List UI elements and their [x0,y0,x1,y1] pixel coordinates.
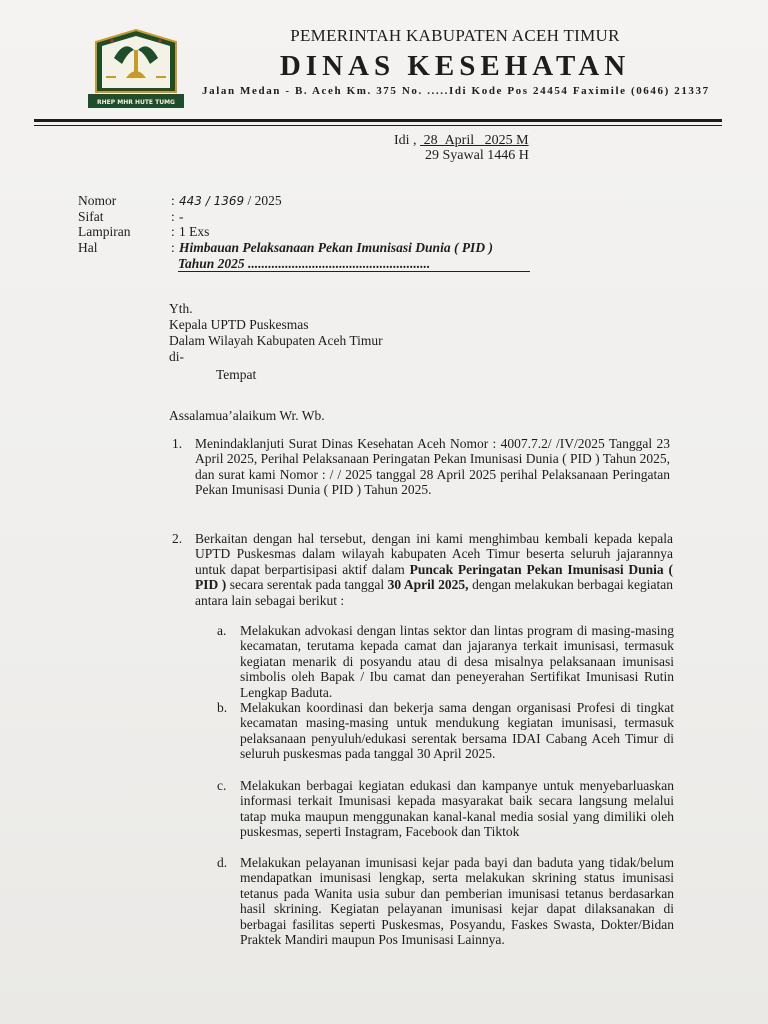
hal-subject-line1: Himbauan Pelaksanaan Pekan Imunisasi Dunia ( PID ) [179,239,493,255]
paragraph-number: 1. [172,436,183,451]
sifat-label: Sifat [78,208,104,224]
letterhead-rule-thin [34,125,722,126]
addressee-region: Dalam Wilayah Kabupaten Aceh Timur [169,333,383,348]
date-place: Idi , [394,133,417,148]
aceh-timur-emblem-logo [84,28,188,112]
meta-colon: : [171,224,175,239]
lampiran-label: Lampiran [78,224,131,239]
addressee-title: Kepala UPTD Puskesmas [169,317,309,332]
logo-ribbon-text: RHEP MHR HUTE TUMG [97,99,175,106]
nomor-label: Nomor [78,193,117,208]
dateline-gregorian [394,133,529,149]
paragraph-number: 2. [172,531,183,546]
hal-label: Hal [78,239,98,255]
paragraph-1-text: Menindaklanjuti Surat Dinas Kesehatan Aceh Nomor : 4007.7.2/ /IV/2025 Tanggal 23 April 2025, Perihal Pelaksanaan Peringatan Pekan Imunisasi Dunia ( PID ) Tahun 2025, dan surat kami Nomor : / / 2025 tanggal 28 April 2025 perihal Pelaksanaan Peringatan Pekan Imunisasi Dunia ( PID ) Tahun 2025. [195,436,670,498]
subitem-letter: c. [217,778,227,793]
department-name: DINAS KESEHATAN [279,50,631,82]
nomor-suffix: / 2025 [247,193,282,208]
subitem-d-text: Melakukan pelayanan imunisasi kejar pada bayi dan baduta yang tidak/belum mendapatkan imunisasi lengkap, serta melakukan skrining status imunisasi tetanus pada Wanita usia subur dan pemberian imunisasi tetanus berdasarkan hasil skrining. Kegiatan pelayanan imunisasi kejar dapat dilaksanakan di berbagai fasilitas seperti Puskesmas, Posyandu, Faskes Swasta, Dokter/Bidan Praktek Mandiri maupun Pos Imunisasi Lainnya. [240,855,674,948]
subitem-a-text: Melakukan advokasi dengan lintas sektor dan lintas program di masing-masing kecamatan, terutama kepada camat dan jajaranya terkait imunisasi, termasuk kegiatan menarik di posyandu atau di desa misalnya pelaksanaan imunisasi simbolis oleh Bapak / Ibu camat dan peneyerahan Sertifikat Imunisasi Rutin Lengkap Baduta. [240,623,674,700]
emphasis-date: 30 April 2025, [387,577,469,593]
letterhead-rule-thick [34,119,722,122]
department-address: Jalan Medan - B. Aceh Km. 375 No. .....Idi Kode Pos 24454 Faximile (0646) 21337 [202,85,710,97]
paragraph-2-text: Berkaitan dengan hal tersebut, dengan ini kami menghimbau kembali kepada kepala UPTD Puskesmas dalam wilayah kabupaten Aceh Timur beserta seluruh jajarannya untuk dapat berpartisipasi aktif dalam Puncak Peringatan Pekan Imunisasi Dunia ( PID ) secara serentak pada tanggal 30 April 2025, dengan melakukan berbagai kegiatan antara lain sebagai berikut : [195,531,674,608]
nomor-handwritten: 443 / 1369 [179,194,245,208]
addressee-yth: Yth. [169,301,193,316]
sifat-value: - [179,208,184,224]
meta-colon: : [171,193,175,208]
subitem-letter: b. [217,700,228,715]
greeting: Assalamua’alaikum Wr. Wb. [169,408,325,423]
emphasis-event: Puncak Peringatan Pekan Imunisasi Dunia ( PID ) [195,561,674,593]
meta-colon: : [171,239,175,255]
addressee-block [169,301,383,383]
hal-subject-line2: Tahun 2025 ...................................................... [178,256,431,271]
subitem-c-text: Melakukan berbagai kegiatan edukasi dan kampanye untuk menyebarluaskan informasi terkait Imunisasi kepada masyarakat baik secara langsung melalui tatap muka maupun menggunakan kanal-kanal media sosial yang dimiliki oleh puskesmas, seperti Instagram, Facebook dan Tiktok [240,778,674,840]
dateline-hijri: 29 Syawal 1446 H [425,148,529,163]
subitem-b-text: Melakukan koordinasi dan bekerja sama dengan organisasi Profesi di tingkat kecamatan masing-masing untuk mendukung kegiatan imunisasi, termasuk pelaksanaan penyuluh/edukasi serentak bersama IDAI Cabang Aceh Timur di seluruh puskesmas pada tanggal 30 April 2025. [240,700,674,762]
lampiran-value: 1 Exs [179,224,210,239]
subitem-letter: a. [217,623,227,638]
date-day: 28 April 2025 M [423,133,529,148]
hal-underline [178,271,530,272]
addressee-tempat: Tempat [216,367,257,382]
meta-colon: : [171,208,175,224]
addressee-di: di- [169,349,184,364]
subitem-letter: d. [217,855,228,870]
government-name: PEMERINTAH KABUPATEN ACEH TIMUR [290,26,620,45]
